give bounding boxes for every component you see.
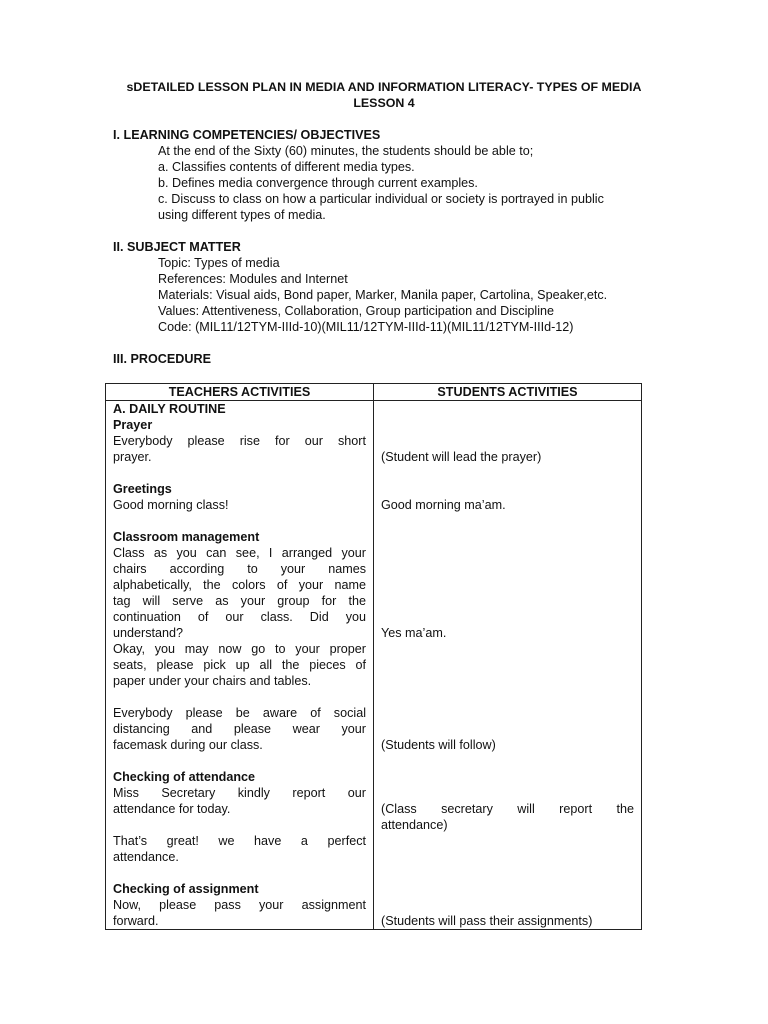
daily-routine-heading: A. DAILY ROUTINE bbox=[113, 402, 226, 416]
teacher-text: Okay, you may now go to your proper bbox=[113, 642, 366, 656]
objectives-list bbox=[158, 143, 604, 223]
teacher-text: tag will serve as your group for the bbox=[113, 594, 366, 608]
student-text: (Students will pass their assignments) bbox=[381, 914, 593, 928]
prayer-heading: Prayer bbox=[113, 418, 153, 432]
teacher-text: prayer. bbox=[113, 450, 152, 464]
procedure-table bbox=[105, 383, 642, 930]
objectives-line: using different types of media. bbox=[158, 208, 326, 222]
teacher-text: attendance for today. bbox=[113, 802, 231, 816]
attendance-heading: Checking of attendance bbox=[113, 770, 256, 784]
objectives-line: At the end of the Sixty (60) minutes, the students should be able to; bbox=[158, 144, 534, 158]
teacher-text: Class as you can see, I arranged your bbox=[113, 546, 366, 560]
section-heading-objectives: I. LEARNING COMPETENCIES/ OBJECTIVES bbox=[113, 128, 381, 142]
table-header-row bbox=[106, 384, 642, 401]
teacher-text: alphabetically, the colors of your name bbox=[113, 578, 366, 592]
teacher-text: distancing and please wear your bbox=[113, 722, 366, 736]
subject-matter-line: References: Modules and Internet bbox=[158, 272, 348, 286]
teacher-text: Good morning class! bbox=[113, 498, 229, 512]
teacher-text: Now, please pass your assignment bbox=[113, 898, 366, 912]
subject-matter-line: Materials: Visual aids, Bond paper, Marker, Manila paper, Cartolina, Speaker,etc. bbox=[158, 288, 608, 302]
teacher-text: That’s great! we have a perfect bbox=[113, 834, 366, 848]
classroom-management-heading: Classroom management bbox=[113, 530, 260, 544]
teacher-text: continuation of our class. Did you bbox=[113, 610, 366, 624]
subject-matter-line: Code: (MIL11/12TYM-IIId-10)(MIL11/12TYM-IIId-11)(MIL11/12TYM-IIId-12) bbox=[158, 320, 574, 334]
section-heading-subject-matter: II. SUBJECT MATTER bbox=[113, 240, 241, 254]
teacher-text: attendance. bbox=[113, 850, 179, 864]
subject-matter-line: Values: Attentiveness, Collaboration, Group participation and Discipline bbox=[158, 304, 554, 318]
teacher-text: understand? bbox=[113, 626, 184, 640]
section-heading-procedure: III. PROCEDURE bbox=[113, 352, 211, 366]
teacher-text: facemask during our class. bbox=[113, 738, 263, 752]
objectives-line: c. Discuss to class on how a particular individual or society is portrayed in public bbox=[158, 192, 604, 206]
student-text: Good morning ma’am. bbox=[381, 498, 506, 512]
greetings-heading: Greetings bbox=[113, 482, 172, 496]
teacher-text: chairs according to your names bbox=[113, 562, 366, 576]
column-header-teachers: TEACHERS ACTIVITIES bbox=[106, 384, 374, 401]
students-activities-cell bbox=[374, 401, 642, 930]
student-text: (Student will lead the prayer) bbox=[381, 450, 542, 464]
table-row bbox=[106, 401, 642, 930]
teacher-text: paper under your chairs and tables. bbox=[113, 674, 312, 688]
objectives-line: b. Defines media convergence through current examples. bbox=[158, 176, 478, 190]
document-title-line2: LESSON 4 bbox=[353, 96, 415, 110]
teachers-activities-cell bbox=[106, 401, 374, 930]
column-header-students: STUDENTS ACTIVITIES bbox=[374, 384, 642, 401]
document-title-line1: sDETAILED LESSON PLAN IN MEDIA AND INFORMATION LITERACY- TYPES OF MEDIA bbox=[126, 80, 642, 94]
objectives-line: a. Classifies contents of different media types. bbox=[158, 160, 415, 174]
student-text: Yes ma’am. bbox=[381, 626, 447, 640]
assignment-heading: Checking of assignment bbox=[113, 882, 259, 896]
student-text: (Class secretary will report the bbox=[381, 802, 634, 816]
teacher-text: seats, please pick up all the pieces of bbox=[113, 658, 366, 672]
subject-matter-line: Topic: Types of media bbox=[158, 256, 280, 270]
teacher-text: Everybody please be aware of social bbox=[113, 706, 366, 720]
student-text: attendance) bbox=[381, 818, 448, 832]
subject-matter-list bbox=[158, 255, 607, 335]
student-text: (Students will follow) bbox=[381, 738, 496, 752]
teacher-text: Everybody please rise for our short bbox=[113, 434, 366, 448]
teacher-text: Miss Secretary kindly report our bbox=[113, 786, 366, 800]
teacher-text: forward. bbox=[113, 914, 159, 928]
